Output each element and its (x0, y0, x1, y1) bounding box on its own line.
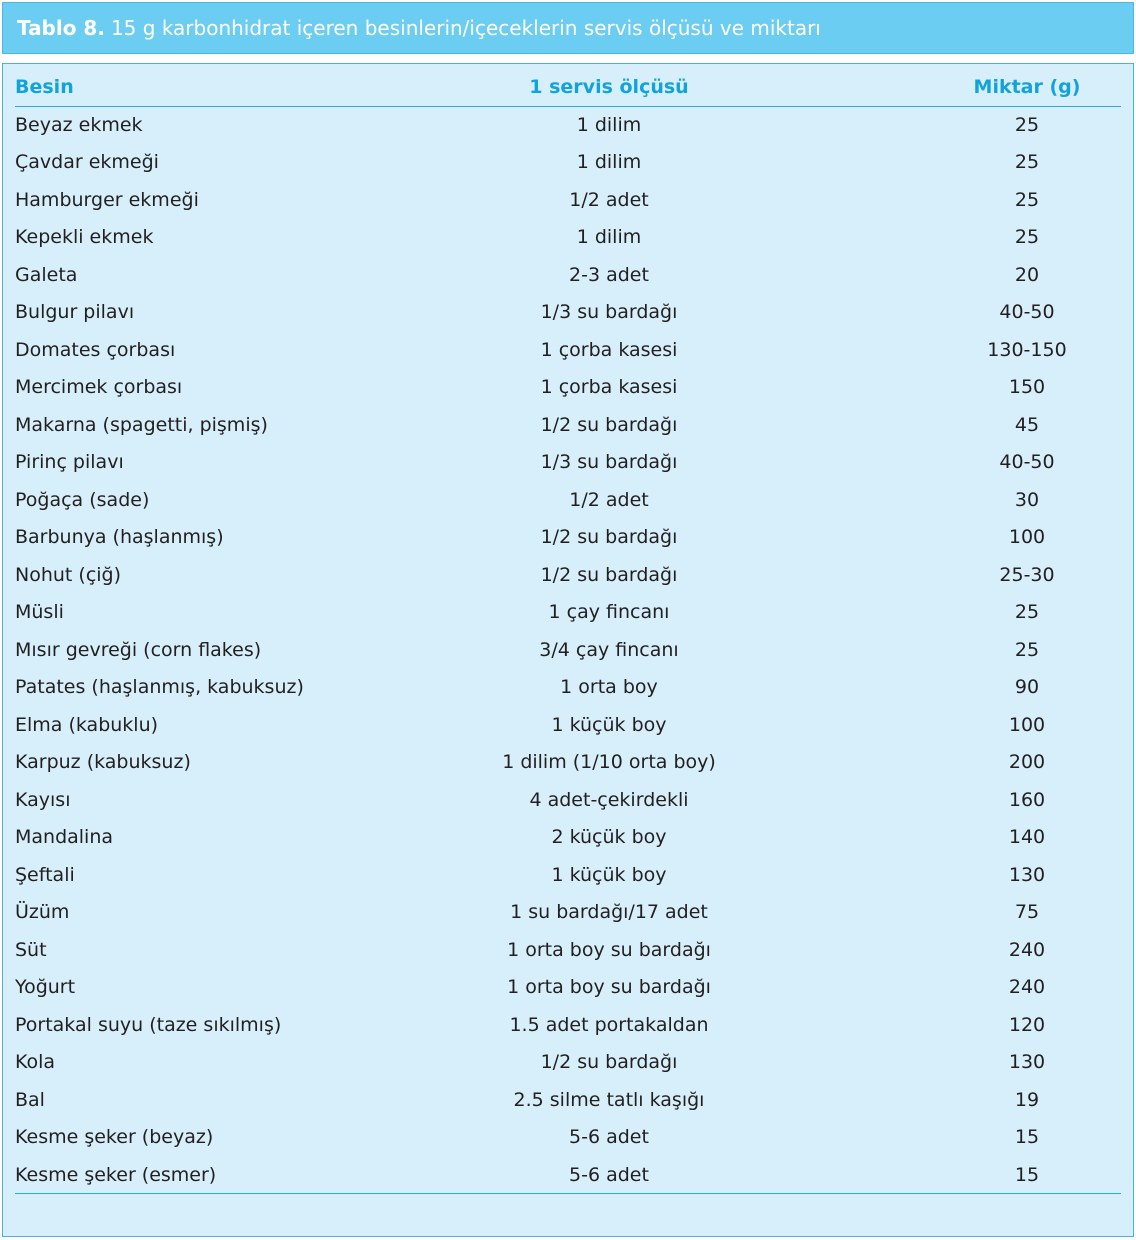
cell-besin: Üzüm (15, 901, 70, 924)
cell-servis-olcusu: 1 küçük boy (551, 713, 667, 736)
table-row (15, 219, 1121, 257)
cell-besin: Şeftali (15, 863, 75, 886)
cell-servis-olcusu: 1 dilim (576, 113, 642, 136)
cell-besin: Karpuz (kabuksuz) (15, 751, 191, 774)
table-row (15, 706, 1121, 744)
cell-besin: Mercimek çorbası (15, 376, 183, 399)
table-row (15, 1156, 1121, 1194)
cell-miktar: 15 (1014, 1163, 1040, 1186)
cell-servis-olcusu: 2 küçük boy (551, 826, 667, 849)
cell-miktar: 25-30 (999, 563, 1055, 586)
table-body (15, 106, 1121, 1194)
cell-miktar: 25 (1014, 638, 1040, 661)
cell-miktar: 200 (1008, 751, 1046, 774)
cell-miktar: 40-50 (999, 301, 1055, 324)
cell-miktar: 130 (1008, 1051, 1046, 1074)
cell-miktar: 15 (1014, 1126, 1040, 1149)
cell-besin: Domates çorbası (15, 338, 176, 361)
data-table (2, 63, 1134, 1237)
cell-besin: Mısır gevreği (corn flakes) (15, 638, 262, 661)
cell-besin: Galeta (15, 263, 78, 286)
table-row (15, 894, 1121, 932)
cell-besin: Makarna (spagetti, pişmiş) (15, 413, 268, 436)
cell-servis-olcusu: 1 dilim (576, 226, 642, 249)
cell-servis-olcusu: 1/2 su bardağı (540, 413, 678, 436)
cell-besin: Kesme şeker (beyaz) (15, 1126, 214, 1149)
cell-besin: Poğaça (sade) (15, 488, 150, 511)
cell-besin: Barbunya (haşlanmış) (15, 526, 224, 549)
table-row (15, 931, 1121, 969)
cell-servis-olcusu: 1/2 su bardağı (540, 1051, 678, 1074)
table-row (15, 556, 1121, 594)
cell-miktar: 25 (1014, 113, 1040, 136)
cell-servis-olcusu: 1 su bardağı/17 adet (510, 901, 708, 924)
cell-miktar: 25 (1014, 226, 1040, 249)
cell-miktar: 130 (1008, 863, 1046, 886)
cell-besin: Kepekli ekmek (15, 226, 154, 249)
cell-servis-olcusu: 1/3 su bardağı (540, 301, 678, 324)
table-row (15, 369, 1121, 407)
cell-servis-olcusu: 1 orta boy (560, 676, 658, 699)
cell-miktar: 240 (1008, 938, 1046, 961)
cell-besin: Beyaz ekmek (15, 113, 143, 136)
cell-miktar: 100 (1008, 713, 1046, 736)
table-row (15, 444, 1121, 482)
cell-servis-olcusu: 1.5 adet portakaldan (509, 1013, 709, 1036)
cell-miktar: 45 (1014, 413, 1040, 436)
cell-servis-olcusu: 1 dilim (576, 151, 642, 174)
table-row (15, 744, 1121, 782)
table-row (15, 144, 1121, 182)
table-row (15, 1081, 1121, 1119)
cell-besin: Pirinç pilavı (15, 451, 124, 474)
table-row (15, 331, 1121, 369)
cell-servis-olcusu: 1/2 adet (569, 488, 649, 511)
cell-servis-olcusu: 5-6 adet (569, 1126, 649, 1149)
cell-besin: Çavdar ekmeği (15, 151, 159, 174)
table-row (15, 1119, 1121, 1157)
table-header-row (15, 68, 1121, 107)
cell-servis-olcusu: 1/2 su bardağı (540, 563, 678, 586)
table-row (15, 781, 1121, 819)
cell-servis-olcusu: 1 çorba kasesi (540, 338, 678, 361)
cell-servis-olcusu: 1 dilim (1/10 orta boy) (502, 751, 716, 774)
cell-besin: Yoğurt (15, 976, 76, 999)
table-row (15, 856, 1121, 894)
table-row (15, 594, 1121, 632)
header-servis-olcusu: 1 servis ölçüsü (529, 76, 689, 98)
table-row (15, 819, 1121, 857)
cell-servis-olcusu: 1/3 su bardağı (540, 451, 678, 474)
cell-besin: Mandalina (15, 826, 114, 849)
cell-miktar: 75 (1014, 901, 1040, 924)
table-caption (2, 2, 1134, 54)
caption-text: 15 g karbonhidrat içeren besinlerin/içeceklerin servis ölçüsü ve miktarı (110, 16, 821, 40)
cell-servis-olcusu: 1/2 su bardağı (540, 526, 678, 549)
cell-besin: Patates (haşlanmış, kabuksuz) (15, 676, 304, 699)
cell-miktar: 240 (1008, 976, 1046, 999)
cell-miktar: 25 (1014, 601, 1040, 624)
cell-servis-olcusu: 4 adet-çekirdekli (529, 788, 689, 811)
cell-miktar: 140 (1008, 826, 1046, 849)
cell-miktar: 120 (1008, 1013, 1046, 1036)
cell-besin: Kesme şeker (esmer) (15, 1163, 217, 1186)
cell-besin: Bulgur pilavı (15, 301, 135, 324)
table-row (15, 1044, 1121, 1082)
cell-servis-olcusu: 3/4 çay fincanı (539, 638, 679, 661)
cell-miktar: 19 (1014, 1088, 1040, 1111)
table-row (15, 669, 1121, 707)
table-row (15, 519, 1121, 557)
cell-servis-olcusu: 1 çay fincanı (548, 601, 670, 624)
cell-servis-olcusu: 2.5 silme tatlı kaşığı (513, 1088, 705, 1111)
cell-servis-olcusu: 1 orta boy su bardağı (507, 976, 711, 999)
table-row (15, 481, 1121, 519)
cell-besin: Süt (15, 938, 47, 961)
cell-miktar: 100 (1008, 526, 1046, 549)
cell-servis-olcusu: 5-6 adet (569, 1163, 649, 1186)
cell-besin: Kayısı (15, 788, 71, 811)
cell-miktar: 30 (1014, 488, 1040, 511)
table-row (15, 1006, 1121, 1044)
cell-miktar: 160 (1008, 788, 1046, 811)
cell-miktar: 25 (1014, 151, 1040, 174)
cell-servis-olcusu: 1 küçük boy (551, 863, 667, 886)
cell-besin: Portakal suyu (taze sıkılmış) (15, 1013, 282, 1036)
cell-miktar: 40-50 (999, 451, 1055, 474)
cell-servis-olcusu: 1/2 adet (569, 188, 649, 211)
cell-miktar: 150 (1008, 376, 1046, 399)
table-row (15, 106, 1121, 144)
cell-besin: Nohut (çiğ) (15, 563, 122, 586)
table-row (15, 256, 1121, 294)
table-row (15, 181, 1121, 219)
cell-miktar: 90 (1014, 676, 1040, 699)
table-row (15, 631, 1121, 669)
cell-besin: Hamburger ekmeği (15, 188, 199, 211)
cell-servis-olcusu: 1 çorba kasesi (540, 376, 678, 399)
cell-miktar: 130-150 (987, 338, 1067, 361)
cell-besin: Elma (kabuklu) (15, 713, 159, 736)
cell-besin: Kola (15, 1051, 56, 1074)
cell-miktar: 25 (1014, 188, 1040, 211)
caption-label: Tablo 8. (17, 16, 105, 40)
table-row (15, 406, 1121, 444)
cell-besin: Bal (15, 1088, 45, 1111)
table-row (15, 294, 1121, 332)
cell-servis-olcusu: 2-3 adet (569, 263, 649, 286)
cell-besin: Müsli (15, 601, 64, 624)
cell-servis-olcusu: 1 orta boy su bardağı (507, 938, 711, 961)
table-row (15, 969, 1121, 1007)
cell-miktar: 20 (1014, 263, 1040, 286)
header-besin: Besin (15, 76, 74, 98)
header-miktar: Miktar (g) (973, 76, 1081, 98)
